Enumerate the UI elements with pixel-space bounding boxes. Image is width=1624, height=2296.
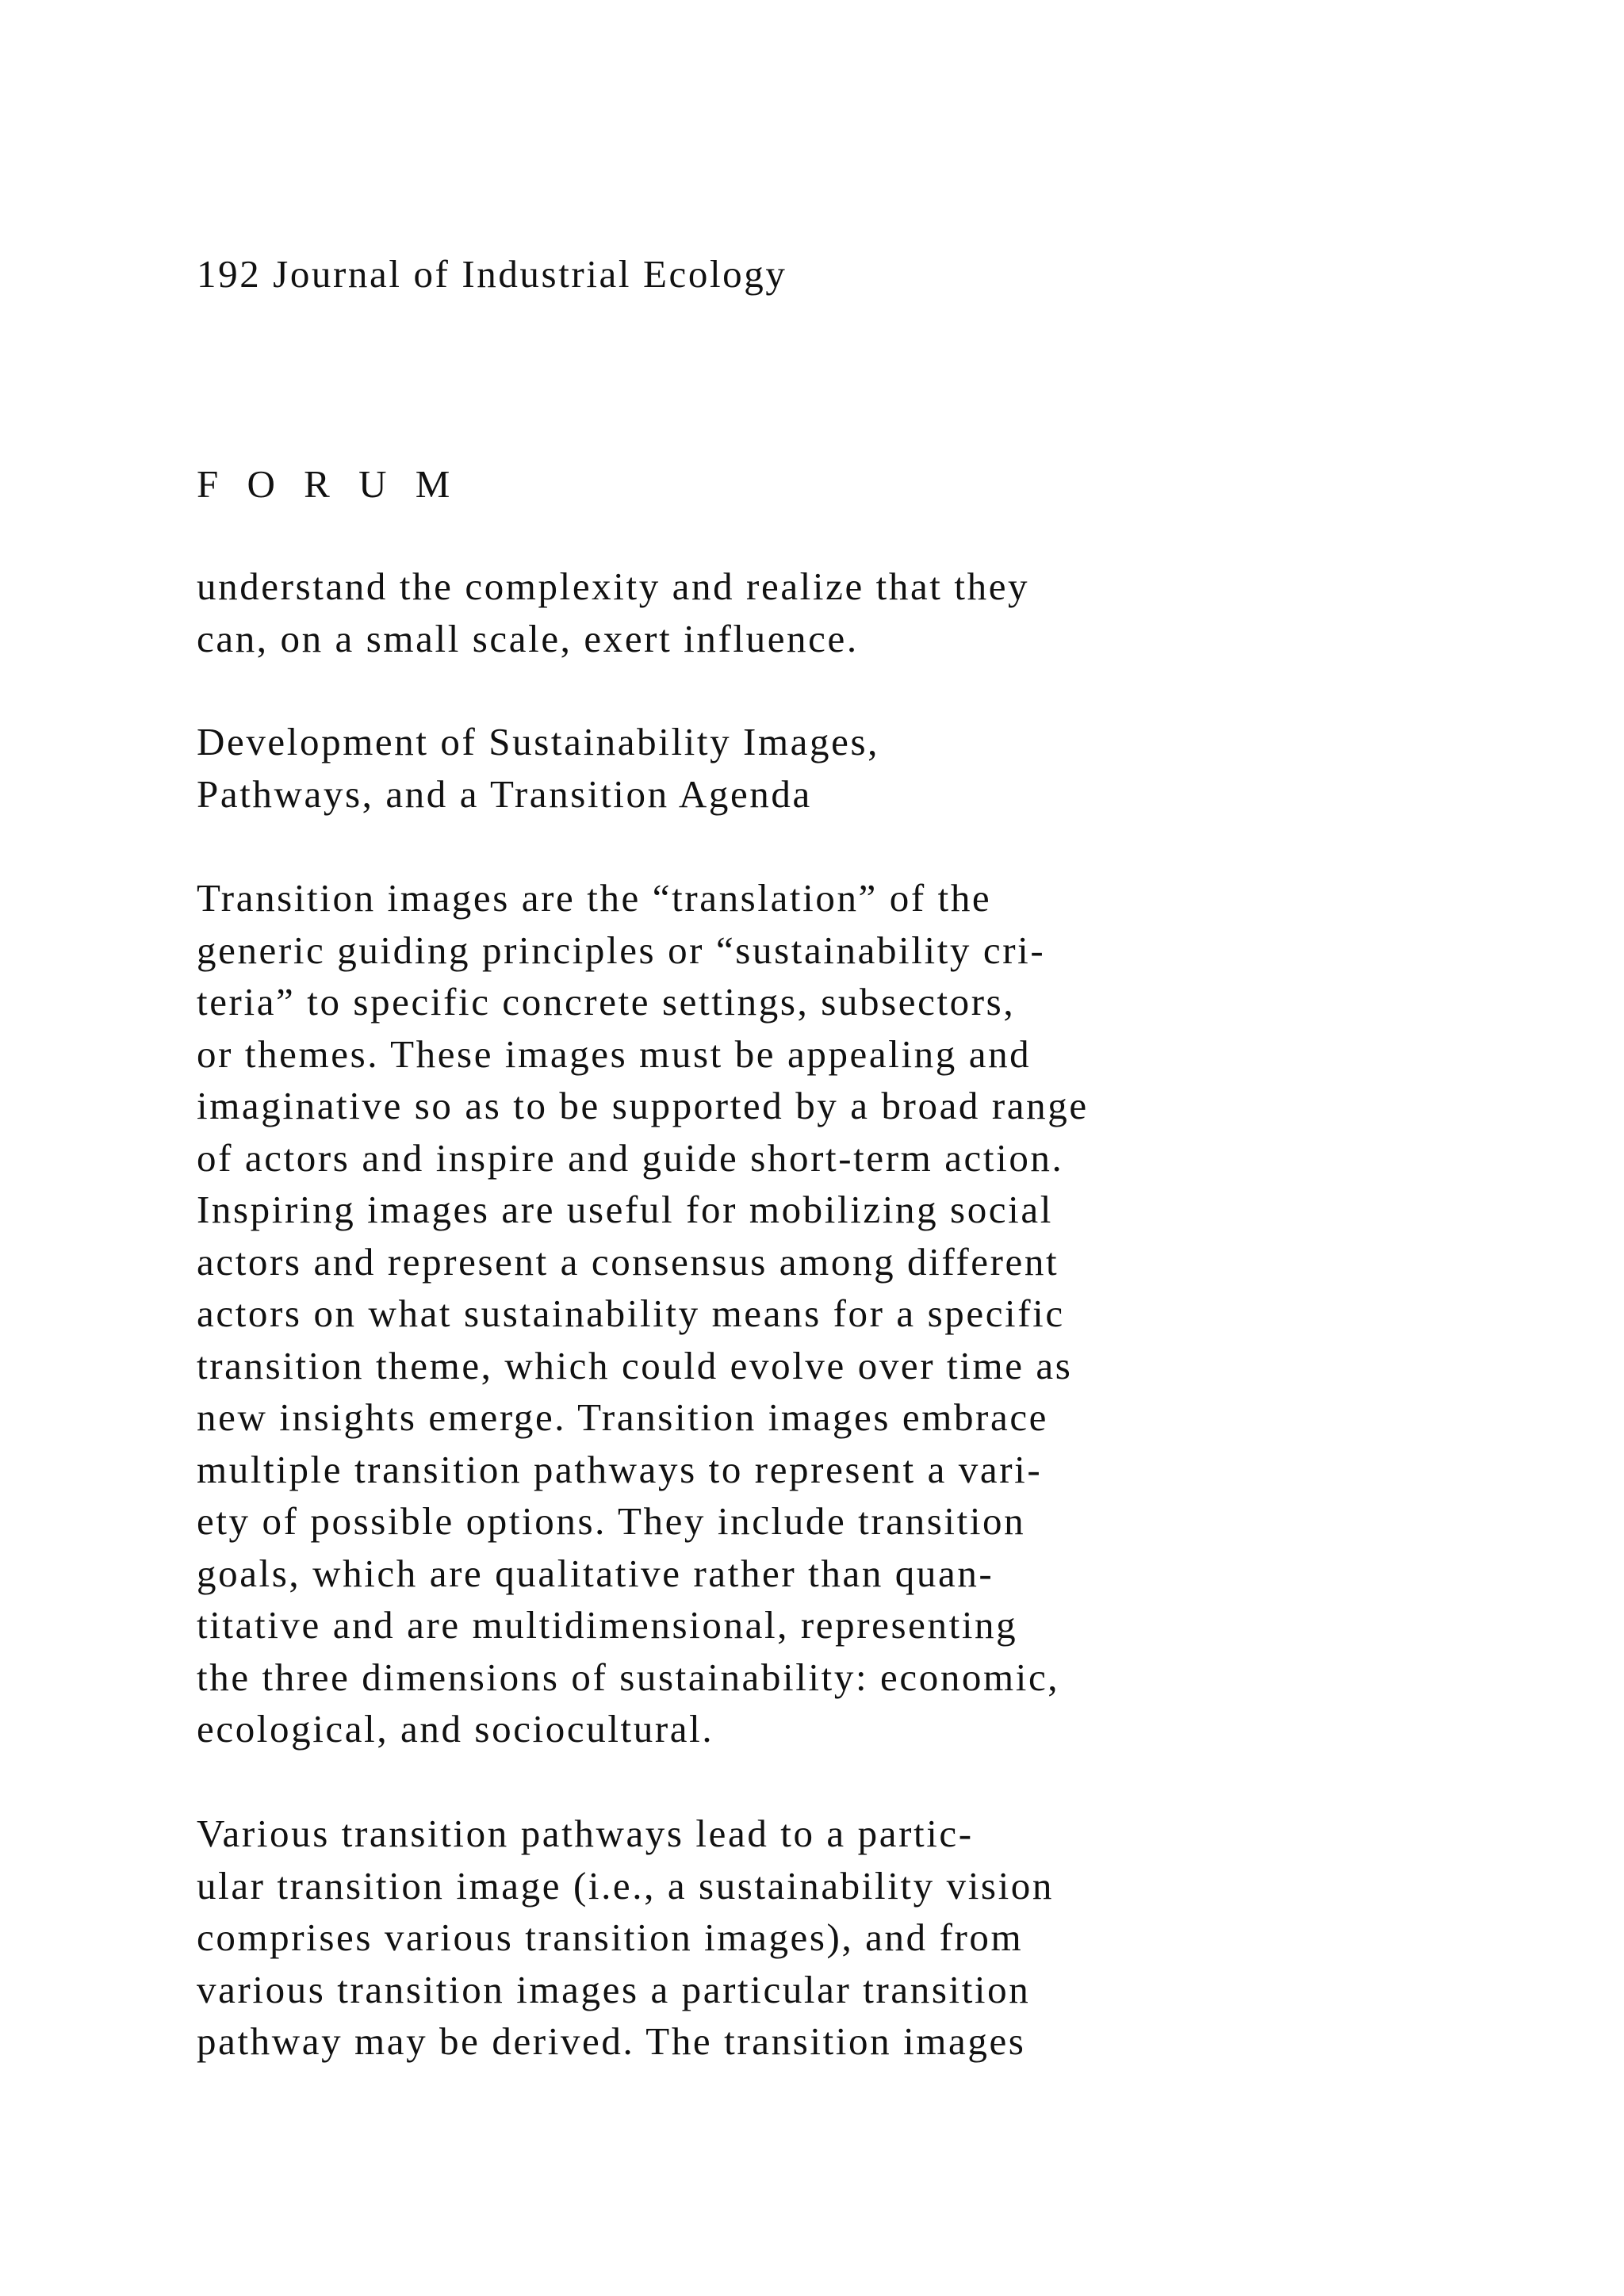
paragraph-line: ular transition image (i.e., a sustainability vision	[197, 1863, 1054, 1908]
paragraph-line: understand the complexity and realize that they	[197, 564, 1030, 608]
paragraph-3	[197, 872, 1089, 1755]
paragraph-line: pathway may be derived. The transition images	[197, 2019, 1026, 2063]
paragraph-line: new insights emerge. Transition images embrace	[197, 1395, 1049, 1439]
paragraph-4	[197, 1808, 1054, 2068]
paragraph-line: ety of possible options. They include transition	[197, 1499, 1026, 1543]
paragraph-line: various transition images a particular transition	[197, 1967, 1031, 2011]
paragraph-line: Transition images are the “translation” of the	[197, 876, 992, 920]
paragraph-1	[197, 561, 1029, 664]
paragraph-line: or themes. These images must be appealing and	[197, 1031, 1032, 1076]
paragraph-line: goals, which are qualitative rather than quan-	[197, 1551, 994, 1595]
heading-line: Pathways, and a Transition Agenda	[197, 771, 812, 816]
paragraph-line: titative and are multidimensional, representing	[197, 1603, 1018, 1647]
section-label	[197, 458, 459, 511]
paragraph-line: can, on a small scale, exert influence.	[197, 616, 859, 660]
running-head-text: 192 Journal of Industrial Ecology	[197, 252, 787, 296]
paragraph-line: actors and represent a consensus among different	[197, 1239, 1059, 1284]
section-label-text: F O R U M	[197, 462, 460, 506]
paragraph-line: imaginative so as to be supported by a broad range	[197, 1084, 1089, 1127]
paragraph-line: teria” to specific concrete settings, subsectors,	[197, 980, 1016, 1024]
heading-line: Development of Sustainability Images,	[197, 720, 879, 763]
paragraph-line: comprises various transition images), and from	[197, 1915, 1024, 1959]
paragraph-line: transition theme, which could evolve over time as	[197, 1343, 1073, 1387]
paragraph-line: Various transition pathways lead to a partic-	[197, 1812, 974, 1855]
subsection-heading	[197, 716, 879, 820]
running-head	[197, 248, 787, 300]
paragraph-line: actors on what sustainability means for a specific	[197, 1292, 1065, 1335]
paragraph-line: of actors and inspire and guide short-term action.	[197, 1135, 1064, 1180]
paragraph-line: Inspiring images are useful for mobilizing social	[197, 1188, 1053, 1231]
paragraph-line: generic guiding principles or “sustainability cri-	[197, 928, 1046, 972]
paragraph-line: ecological, and sociocultural.	[197, 1707, 714, 1751]
paragraph-line: multiple transition pathways to represent a vari-	[197, 1447, 1043, 1491]
paragraph-line: the three dimensions of sustainability: economic,	[197, 1655, 1060, 1699]
